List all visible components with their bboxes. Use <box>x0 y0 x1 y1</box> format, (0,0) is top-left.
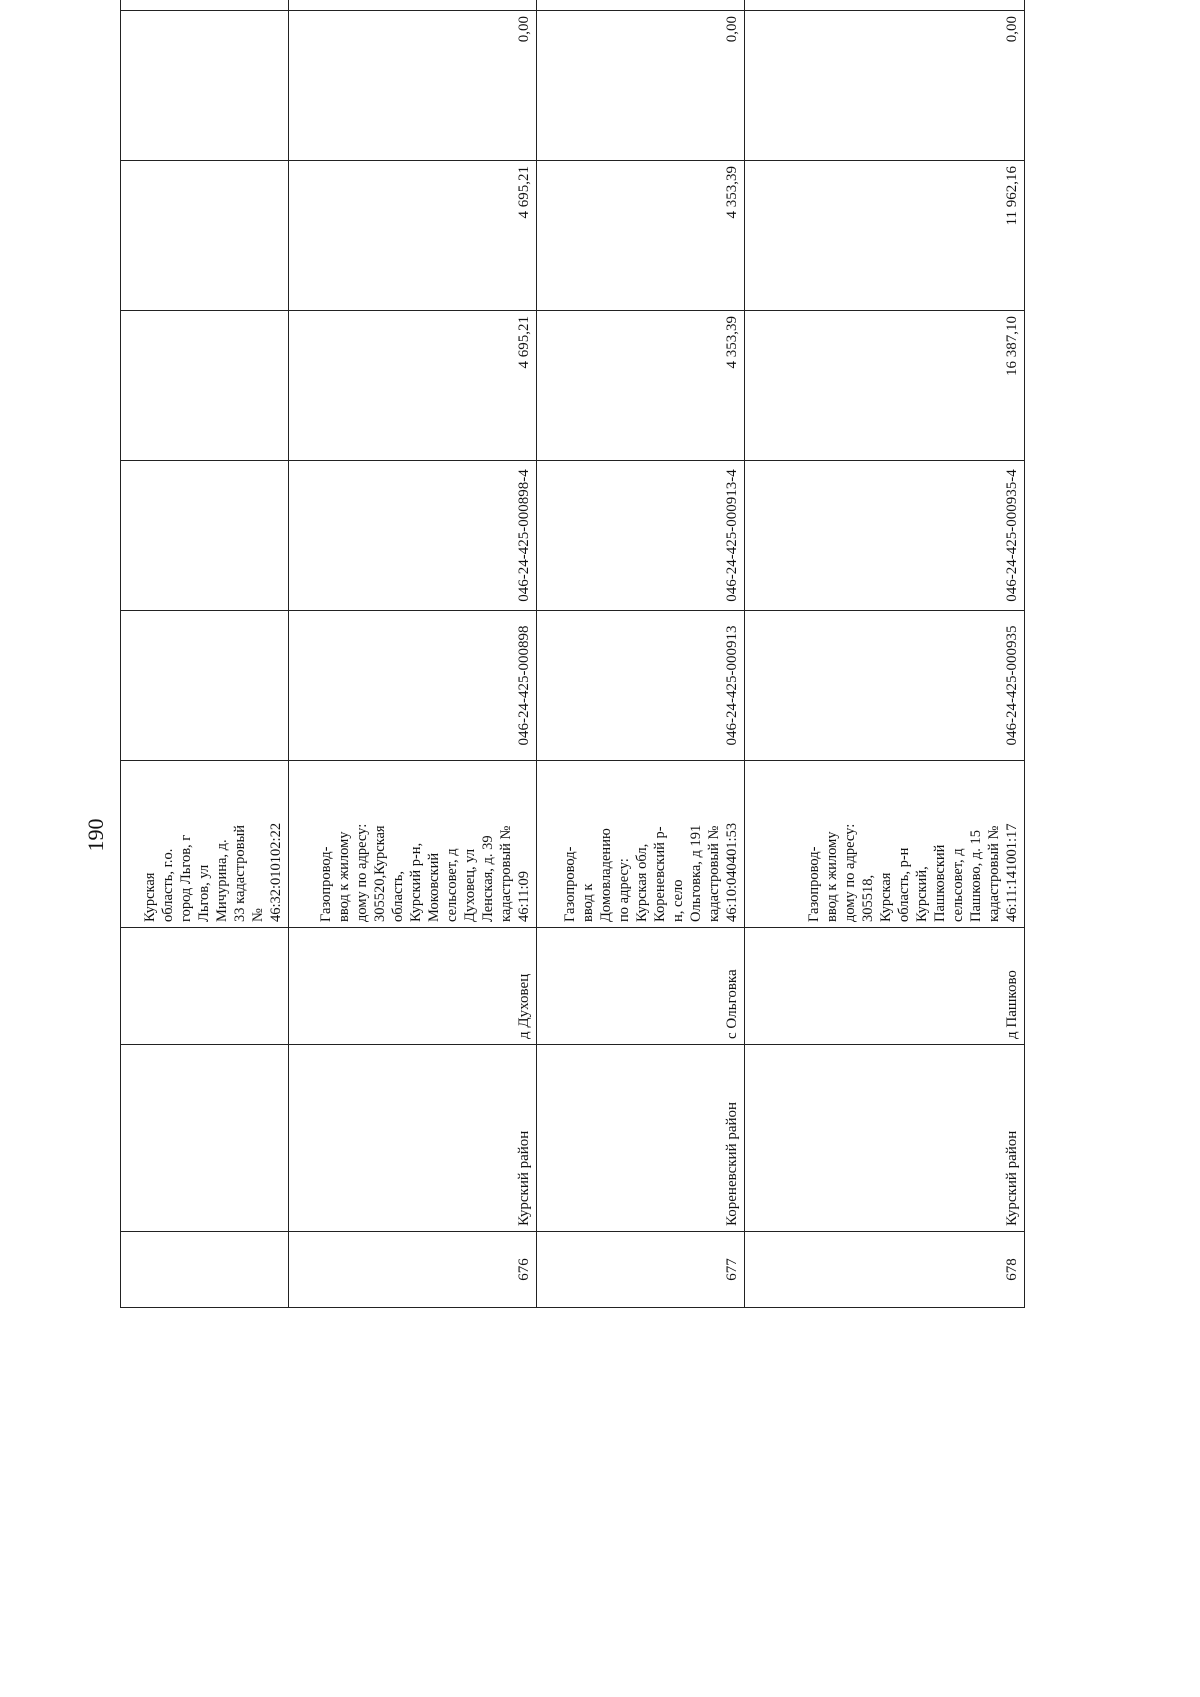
row-number-cell <box>121 1232 289 1308</box>
table-row <box>537 0 745 1308</box>
table-row <box>121 0 289 1308</box>
district-cell <box>121 1045 289 1232</box>
value-cell: 4 353,39 <box>537 161 745 311</box>
assets-table <box>120 0 1025 1308</box>
description-cell: Курская область, г.о. город Льгов, г Льгов, ул Мичурина, д. 33 кадастровый № 46:32:010102:22 <box>121 761 289 928</box>
value-cell: 0,00 <box>745 11 1025 161</box>
value-cell <box>121 11 289 161</box>
value-cell: 4 353,39 <box>537 311 745 461</box>
code-cell: 046-24-425-000898 <box>289 611 537 761</box>
locality-cell: д Пашково <box>745 928 1025 1045</box>
value-cell <box>745 0 1025 11</box>
value-cell: 4 695,21 <box>289 311 537 461</box>
code-cell: 046-24-425-000913 <box>537 611 745 761</box>
district-cell: Курский район <box>745 1045 1025 1232</box>
row-number-cell: 676 <box>289 1232 537 1308</box>
value-cell: 11 962,16 <box>745 161 1025 311</box>
code-full-cell <box>121 461 289 611</box>
value-cell: 16 387,10 <box>745 311 1025 461</box>
code-cell <box>121 611 289 761</box>
value-cell <box>121 311 289 461</box>
value-cell: 4 695,21 <box>289 161 537 311</box>
code-cell: 046-24-425-000935 <box>745 611 1025 761</box>
description-cell: Газопровод- ввод к Домовладению по адресу: Курская обл, Кореневский р- н, село Ольговка, д 191 кадастровый № 46:10:040401:53 <box>537 761 745 928</box>
value-cell <box>121 161 289 311</box>
locality-cell: с Ольговка <box>537 928 745 1045</box>
table-row <box>745 0 1025 1308</box>
code-full-cell: 046-24-425-000913-4 <box>537 461 745 611</box>
locality-cell: д Духовец <box>289 928 537 1045</box>
value-cell <box>121 0 289 11</box>
description-cell: Газопровод- ввод к жилому дому по адресу: 305518, Курская область, р-н Курский, Пашковский сельсовет, д Пашково, д. 15 кадастровый № 46:11:141001:17 <box>745 761 1025 928</box>
value-cell <box>289 0 537 11</box>
district-cell: Кореневский район <box>537 1045 745 1232</box>
code-full-cell: 046-24-425-000898-4 <box>289 461 537 611</box>
description-cell: Газопровод- ввод к жилому дому по адресу: 305520,Курская область, Курский р-н, Моковский сельсовет, д Духовец, ул Ленская, д. 39 кадастровый № 46:11:09 <box>289 761 537 928</box>
page-number: 190 <box>83 818 108 852</box>
value-cell: 0,00 <box>537 11 745 161</box>
value-cell <box>537 0 745 11</box>
code-full-cell: 046-24-425-000935-4 <box>745 461 1025 611</box>
district-cell: Курский район <box>289 1045 537 1232</box>
locality-cell <box>121 928 289 1045</box>
value-cell: 0,00 <box>289 11 537 161</box>
row-number-cell: 678 <box>745 1232 1025 1308</box>
table-row <box>289 0 537 1308</box>
row-number-cell: 677 <box>537 1232 745 1308</box>
